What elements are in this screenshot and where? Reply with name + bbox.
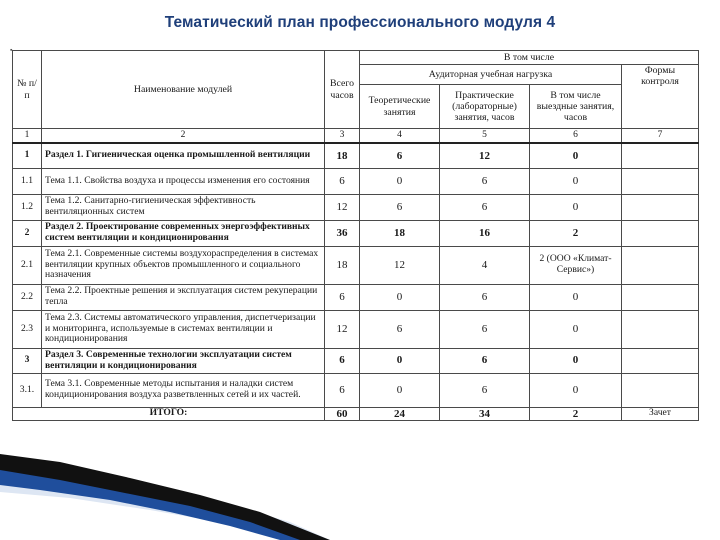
row-total: 6 <box>325 284 360 310</box>
row-visiting: 2 (ООО «Климат-Сервис») <box>530 246 622 284</box>
header-name: Наименование модулей <box>42 51 325 129</box>
row-total: 6 <box>325 373 360 407</box>
totals-total: 60 <box>325 407 360 420</box>
row-theory: 6 <box>360 310 440 348</box>
corner-mark: ▪ <box>10 46 13 54</box>
header-visiting: В том числе выездные занятия, часов <box>530 85 622 129</box>
row-theory: 0 <box>360 373 440 407</box>
row-practice: 6 <box>440 348 530 373</box>
row-practice: 6 <box>440 310 530 348</box>
row-theory: 6 <box>360 194 440 220</box>
row-total: 18 <box>325 246 360 284</box>
table-row <box>13 143 699 168</box>
totals-visiting: 2 <box>530 407 622 420</box>
table-row <box>13 310 699 348</box>
header-control: Формы контроля <box>622 65 699 129</box>
row-visiting: 0 <box>530 373 622 407</box>
row-theory: 6 <box>360 143 440 168</box>
row-total: 18 <box>325 143 360 168</box>
column-number: 2 <box>42 129 325 144</box>
row-total: 36 <box>325 220 360 246</box>
header-theory: Теоретические занятия <box>360 85 440 129</box>
row-control <box>622 348 699 373</box>
row-name: Тема 2.2. Проектные решения и эксплуатация систем рекуперации тепла <box>42 284 325 310</box>
row-visiting: 0 <box>530 168 622 194</box>
table-row <box>13 168 699 194</box>
row-num: 1.2 <box>13 194 42 220</box>
row-total: 12 <box>325 194 360 220</box>
header-row-1 <box>13 51 699 65</box>
row-num: 2.1 <box>13 246 42 284</box>
row-control <box>622 194 699 220</box>
row-practice: 6 <box>440 373 530 407</box>
row-control <box>622 168 699 194</box>
totals-row <box>13 407 699 420</box>
row-visiting: 2 <box>530 220 622 246</box>
row-practice: 6 <box>440 194 530 220</box>
column-number: 1 <box>13 129 42 144</box>
row-control <box>622 284 699 310</box>
row-theory: 0 <box>360 284 440 310</box>
row-theory: 18 <box>360 220 440 246</box>
row-theory: 0 <box>360 168 440 194</box>
row-name: Тема 1.2. Санитарно-гигиеническая эффективность вентиляционных систем <box>42 194 325 220</box>
table-row <box>13 194 699 220</box>
row-control <box>622 310 699 348</box>
table-row <box>13 348 699 373</box>
column-number: 3 <box>325 129 360 144</box>
footer-swoosh-dark <box>0 454 330 540</box>
row-visiting: 0 <box>530 284 622 310</box>
header-num: № п/п <box>13 51 42 129</box>
row-practice: 12 <box>440 143 530 168</box>
column-number: 6 <box>530 129 622 144</box>
column-number: 5 <box>440 129 530 144</box>
row-num: 3.1. <box>13 373 42 407</box>
row-theory: 12 <box>360 246 440 284</box>
row-control <box>622 143 699 168</box>
row-num: 1 <box>13 143 42 168</box>
row-num: 1.1 <box>13 168 42 194</box>
header-total: Всего часов <box>325 51 360 129</box>
row-theory: 0 <box>360 348 440 373</box>
totals-theory: 24 <box>360 407 440 420</box>
row-num: 3 <box>13 348 42 373</box>
row-total: 6 <box>325 348 360 373</box>
row-practice: 16 <box>440 220 530 246</box>
table-row <box>13 284 699 310</box>
row-control <box>622 246 699 284</box>
totals-practice: 34 <box>440 407 530 420</box>
thematic-plan-table-wrapper <box>12 50 698 421</box>
column-number: 4 <box>360 129 440 144</box>
row-name: Раздел 2. Проектирование современных энергоэффективных систем вентиляции и кондиционирования <box>42 220 325 246</box>
row-num: 2.2 <box>13 284 42 310</box>
row-name: Раздел 1. Гигиеническая оценка промышленной вентиляции <box>42 143 325 168</box>
row-control <box>622 220 699 246</box>
row-visiting: 0 <box>530 194 622 220</box>
row-total: 12 <box>325 310 360 348</box>
row-total: 6 <box>325 168 360 194</box>
totals-label: ИТОГО: <box>13 407 325 420</box>
row-practice: 4 <box>440 246 530 284</box>
column-number-row <box>13 129 699 144</box>
row-num: 2 <box>13 220 42 246</box>
row-control <box>622 373 699 407</box>
header-practice: Практические (лабораторные) занятия, часов <box>440 85 530 129</box>
row-num: 2.3 <box>13 310 42 348</box>
row-name: Тема 2.3. Системы автоматического управления, диспетчеризации и мониторинга, используемые в системах вентиляции и кондиционирования <box>42 310 325 348</box>
header-auditory: Аудиторная учебная нагрузка <box>360 65 622 85</box>
row-visiting: 0 <box>530 348 622 373</box>
table-row <box>13 220 699 246</box>
column-number: 7 <box>622 129 699 144</box>
footer-swoosh-decoration <box>0 440 720 540</box>
thematic-plan-table <box>12 50 699 421</box>
totals-control: Зачет <box>622 407 699 420</box>
table-row <box>13 373 699 407</box>
table-row <box>13 246 699 284</box>
row-visiting: 0 <box>530 143 622 168</box>
row-visiting: 0 <box>530 310 622 348</box>
row-name: Тема 3.1. Современные методы испытания и наладки систем кондиционирования воздуха разветвленных сетей и их частей. <box>42 373 325 407</box>
row-name: Тема 1.1. Свойства воздуха и процессы изменения его состояния <box>42 168 325 194</box>
page-title: Тематический план профессионального модуля 4 <box>164 14 556 31</box>
row-practice: 6 <box>440 168 530 194</box>
row-practice: 6 <box>440 284 530 310</box>
header-in-total: В том числе <box>360 51 699 65</box>
row-name: Тема 2.1. Современные системы воздухораспределения в системах вентиляции крупных объектов промышленного и социального назначения <box>42 246 325 284</box>
row-name: Раздел 3. Современные технологии эксплуатации систем вентиляции и кондиционирования <box>42 348 325 373</box>
